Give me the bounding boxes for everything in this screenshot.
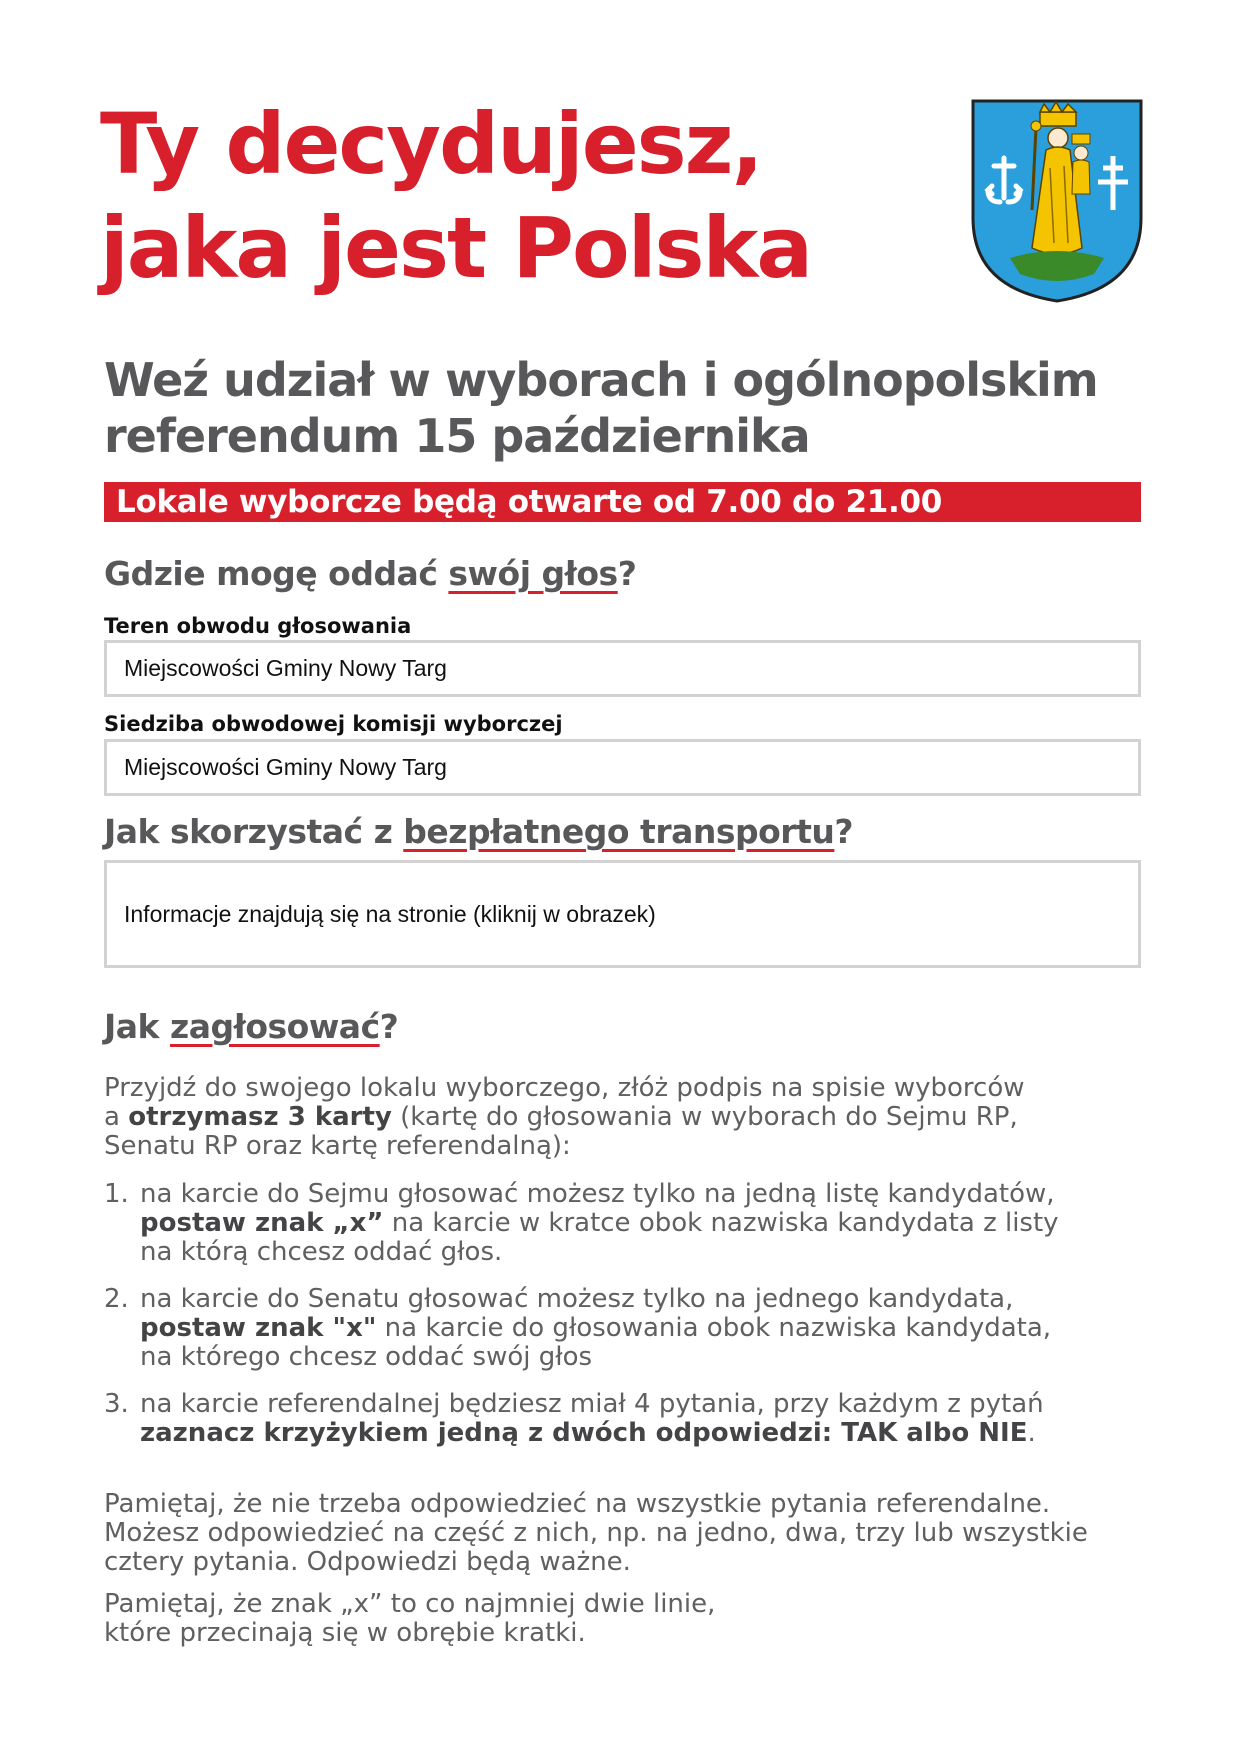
where-title-pre: Gdzie mogę oddać bbox=[104, 554, 449, 593]
headline-line-2: jaka jest Polska bbox=[100, 199, 812, 297]
commission-seat-label: Siedziba obwodowej komisji wyborczej bbox=[104, 712, 563, 736]
note2-line-1: Pamiętaj, że znak „x” to co najmniej dwie linie, bbox=[104, 1589, 716, 1619]
list-item-line-2: . bbox=[1027, 1418, 1036, 1448]
howto-title-underlined: zagłosować bbox=[169, 1007, 380, 1046]
transport-info-box[interactable] bbox=[104, 860, 1141, 968]
note1-line-3: cztery pytania. Odpowiedzi będą ważne. bbox=[104, 1547, 631, 1577]
list-item-line-3: na którego chcesz oddać swój głos bbox=[140, 1342, 593, 1372]
voting-district-label: Teren obwodu głosowania bbox=[104, 614, 412, 638]
intro-line-2c: (kartę do głosowania w wyborach do Sejmu RP, bbox=[391, 1102, 1018, 1132]
transport-title-post: ? bbox=[834, 812, 854, 851]
subheading-line-1: Weź udział w wyborach i ogólnopolskim bbox=[104, 353, 1098, 407]
list-item bbox=[104, 1180, 1059, 1267]
transport-title-underlined: bezpłatnego transportu bbox=[403, 812, 835, 851]
subheading bbox=[104, 352, 1154, 464]
voting-district-value: Miejscowości Gminy Nowy Targ bbox=[124, 655, 447, 681]
commission-seat-value: Miejscowości Gminy Nowy Targ bbox=[124, 754, 447, 780]
intro-line-1: Przyjdź do swojego lokalu wyborczego, złóż podpis na spisie wyborców bbox=[104, 1073, 1025, 1103]
list-item-line-2: na karcie w kratce obok nazwiska kandydata z listy bbox=[383, 1208, 1059, 1238]
list-item-number: 3. bbox=[104, 1389, 129, 1419]
where-title-underlined: swój głos bbox=[448, 554, 618, 593]
transport-section-title bbox=[104, 810, 853, 854]
x-mark-note bbox=[104, 1590, 715, 1648]
list-item-bold: zaznacz krzyżykiem jedną z dwóch odpowiedzi: TAK albo NIE bbox=[140, 1418, 1028, 1448]
list-item-number: 2. bbox=[104, 1284, 129, 1314]
commission-seat-field bbox=[104, 739, 1141, 796]
list-item-line-1: na karcie do Sejmu głosować możesz tylko na jedną listę kandydatów, bbox=[140, 1179, 1055, 1209]
list-item-line-1: na karcie do Senatu głosować możesz tylko na jednego kandydata, bbox=[140, 1284, 1014, 1314]
transport-info-text: Informacje znajdują się na stronie (kliknij w obrazek) bbox=[124, 901, 656, 927]
voting-district-field bbox=[104, 640, 1141, 697]
list-item-line-2: na karcie do głosowania obok nazwiska kandydata, bbox=[376, 1313, 1052, 1343]
referendum-note bbox=[104, 1490, 1088, 1577]
howto-section-title bbox=[104, 1005, 398, 1049]
where-section-title bbox=[104, 552, 636, 596]
intro-line-2a: a bbox=[104, 1102, 129, 1132]
note2-line-2: które przecinają się w obrębie kratki. bbox=[104, 1618, 586, 1648]
intro-line-2-bold: otrzymasz 3 karty bbox=[128, 1102, 392, 1132]
list-item-number: 1. bbox=[104, 1179, 129, 1209]
note1-line-1: Pamiętaj, że nie trzeba odpowiedzieć na wszystkie pytania referendalne. bbox=[104, 1489, 1051, 1519]
where-title-post: ? bbox=[617, 554, 637, 593]
intro-line-3: Senatu RP oraz kartę referendalną): bbox=[104, 1131, 571, 1161]
headline-line-1: Ty decydujesz, bbox=[100, 95, 762, 193]
list-item-line-1: na karcie referendalnej będziesz miał 4 pytania, przy każdym z pytań bbox=[140, 1389, 1044, 1419]
howto-title-post: ? bbox=[379, 1007, 399, 1046]
list-item bbox=[104, 1285, 1059, 1372]
opening-hours-banner: Lokale wyborcze będą otwarte od 7.00 do 21.00 bbox=[104, 482, 1141, 522]
voting-steps-list bbox=[104, 1180, 1059, 1448]
howto-title-pre: Jak bbox=[104, 1007, 170, 1046]
list-item bbox=[104, 1390, 1059, 1448]
subheading-line-2: referendum 15 października bbox=[104, 409, 810, 463]
list-item-line-3: na którą chcesz oddać głos. bbox=[140, 1237, 503, 1267]
howto-intro bbox=[104, 1074, 1025, 1161]
headline bbox=[100, 92, 811, 300]
note1-line-2: Możesz odpowiedzieć na część z nich, np. na jedno, dwa, trzy lub wszystkie bbox=[104, 1518, 1088, 1548]
list-item-bold: postaw znak "x" bbox=[140, 1313, 377, 1343]
list-item-bold: postaw znak „x” bbox=[140, 1208, 384, 1238]
transport-title-pre: Jak skorzystać z bbox=[104, 812, 404, 851]
coat-of-arms-icon bbox=[970, 98, 1144, 304]
